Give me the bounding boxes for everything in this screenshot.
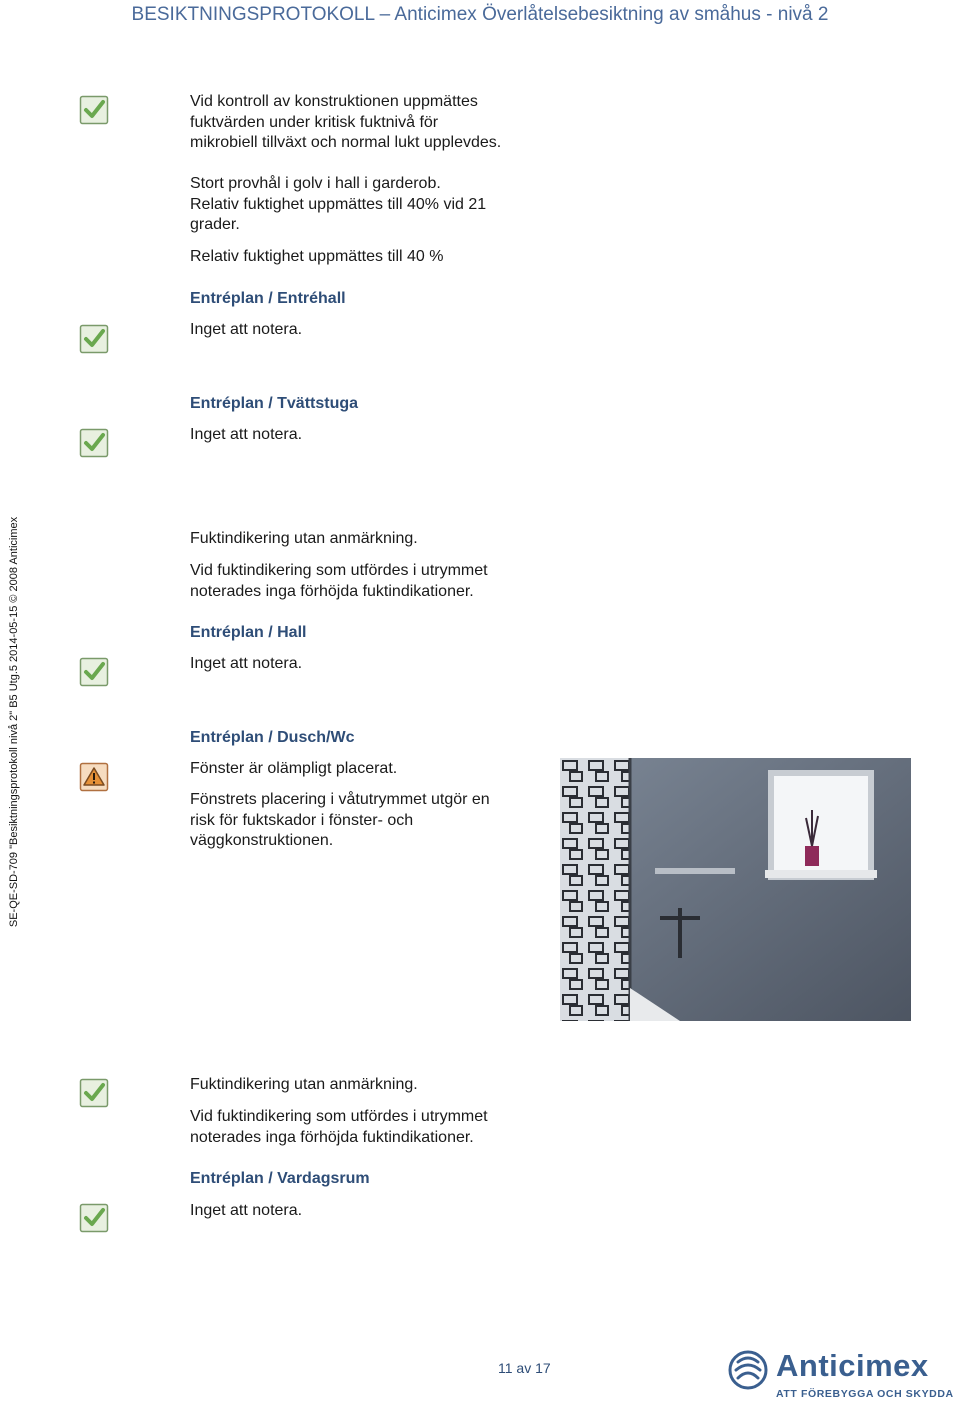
warning-icon bbox=[79, 762, 109, 792]
logo-tagline: ATT FÖREBYGGA OCH SKYDDA bbox=[776, 1388, 954, 1400]
section-heading-entrehall: Entréplan / Entréhall bbox=[190, 290, 346, 307]
fukt-detail-1: Vid fuktindikering som utfördes i utrymmet noterades inga förhöjda fuktindikationer. bbox=[190, 562, 488, 600]
intro-paragraph-2: Stort provhål i golv i hall i garderob. Relativ fuktighet uppmättes till 40% vid 21 grader. bbox=[190, 175, 487, 233]
fukt-status-2: Fuktindikering utan anmärkning. bbox=[190, 1076, 418, 1093]
document-header: BESIKTNINGSPROTOKOLL – Anticimex Överlåtelsebesiktning av småhus - nivå 2 bbox=[131, 4, 829, 25]
bathroom-photo bbox=[560, 758, 911, 1021]
check-icon bbox=[79, 1078, 109, 1108]
check-icon bbox=[79, 657, 109, 687]
section-heading-dusch: Entréplan / Dusch/Wc bbox=[190, 729, 355, 746]
tvattstuga-note: Inget att notera. bbox=[190, 426, 303, 443]
logo-name: Anticimex bbox=[776, 1348, 929, 1383]
dusch-remark: Fönster är olämpligt placerat. bbox=[190, 760, 398, 777]
intro-paragraph-1: Vid kontroll av konstruktionen uppmättes fuktvärden under kritisk fuktnivå för mikrobiell tillväxt och normal lukt upplevdes. bbox=[190, 93, 502, 151]
intro-paragraph-3: Relativ fuktighet uppmättes till 40 % bbox=[190, 248, 444, 265]
check-icon bbox=[79, 428, 109, 458]
check-icon bbox=[79, 1203, 109, 1233]
page-number: 11 av 17 bbox=[498, 1360, 551, 1376]
dusch-remark-detail: Fönstrets placering i våtutrymmet utgör en risk för fuktskador i fönster- och väggkonstruktionen. bbox=[190, 791, 490, 849]
section-heading-tvattstuga: Entréplan / Tvättstuga bbox=[190, 395, 359, 412]
anticimex-logo-icon bbox=[728, 1350, 768, 1390]
anticimex-logo bbox=[728, 1346, 954, 1406]
entrehall-note: Inget att notera. bbox=[190, 321, 303, 338]
check-icon bbox=[79, 324, 109, 354]
fukt-status-1: Fuktindikering utan anmärkning. bbox=[190, 530, 418, 547]
side-reference-note: SE-QE-SD-709 "Besiktningsprotokoll nivå 2" B5 Utg.5 2014-05-15 © 2008 Anticimex bbox=[8, 516, 20, 928]
section-heading-hall: Entréplan / Hall bbox=[190, 624, 307, 641]
hall-note: Inget att notera. bbox=[190, 655, 303, 672]
section-heading-vardagsrum: Entréplan / Vardagsrum bbox=[190, 1170, 370, 1187]
fukt-detail-2: Vid fuktindikering som utfördes i utrymmet noterades inga förhöjda fuktindikationer. bbox=[190, 1108, 488, 1146]
vardagsrum-note: Inget att notera. bbox=[190, 1202, 303, 1219]
check-icon bbox=[79, 95, 109, 125]
